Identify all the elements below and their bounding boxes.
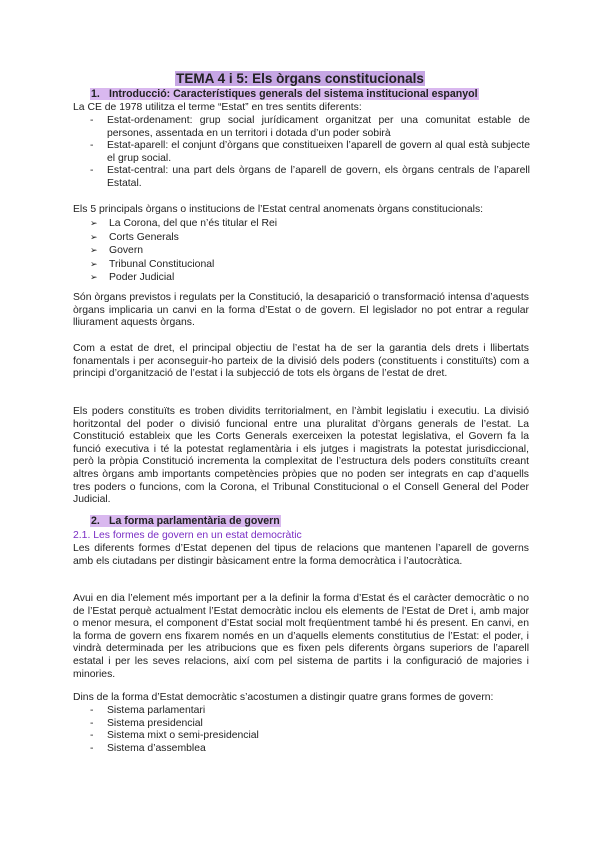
state-senses-list [90,115,530,191]
list-item: - Estat-central: una part dels òrgans de l’aparell de govern, els òrgans centrals de l’aparell Estatal. [90,165,530,190]
organs-intro: Els 5 principals òrgans o institucions de l’Estat central anomenats òrgans constitucionals: [73,204,484,215]
list-item: ➢ Corts Generals [90,231,179,243]
list-item: - Sistema d’assemblea [90,743,530,756]
list-item: ➢ La Corona, del que n’és titular el Rei [90,218,278,229]
arrow-icon: ➢ [90,272,98,283]
arrow-icon: ➢ [90,258,98,269]
list-item: ➢ Poder Judicial [90,272,175,284]
government-forms-list [90,705,530,755]
list-item: - Sistema parlamentari [90,705,530,718]
section-1-intro: La CE de 1978 utilitza el terme “Estat” en tres sentits diferents: [73,102,362,113]
organs-list [90,217,277,285]
paragraph: Les diferents formes d’Estat depenen del tipus de relacions que mantenen l’aparell de governs amb els ciutadans per distingir bàsicament entre la forma democràtica i l’autocràtica. [73,543,529,567]
paragraph: Com a estat de dret, el principal objectiu de l’estat ha de ser la garantia dels drets i llibertats fonamentals i per aconseguir-ho parteix de la divisió dels poders (constituents i constituïts) com a principi d’organització de l’estat i la subjecció de tots els òrgans de l’estat de dret. [73,343,529,380]
arrow-icon: ➢ [90,218,98,228]
section-2-heading: 2. La forma parlamentària de govern [91,515,280,527]
list-item: - Sistema presidencial [90,718,530,731]
list-item: - Sistema mixt o semi-presidencial [90,730,530,743]
list-item: - Estat-ordenament: grup social jurídicament organitzat per una comunitat estable de persones, assentada en un territori i dotada d’un poder sobirà [90,115,530,140]
section-1-heading: 1. Introducció: Característiques generals del sistema institucional espanyol [91,88,478,100]
list-item: ➢ Tribunal Constitucional [90,258,215,270]
section-2-1-heading: 2.1. Les formes de govern en un estat democràtic [73,530,302,541]
paragraph: Els poders constituïts es troben dividits territorialment, en l’àmbit legislatiu i executiu. La divisió horitzontal del poder o divisió funcional entre una pluralitat d’òrgans generals de l’estat. La Constitució estableix que les Corts Generals exerceixen la potestat legislativa, el Govern fa la funció executiva i té la potestat reglamentària i els jutges i magistrats la potestat jurisdiccional, però la pròpia Constitució incrementa la complexitat de l’estructura dels poders constituïts creant altres òrgans amb importants competències pròpies que no poden ser integrats en cap d’aquells tres poders o funcions, com la Corona, el Tribunal Constitucional o el Consell General del Poder Judicial. [73,406,529,506]
paragraph: Avui en dia l’element més important per a la definir la forma d’Estat és el caràcter democràtic o no de l’Estat perquè actualment l’Estat democràtic inclou els elements de l’Estat de Dret i, amb major o menor mesura, el component d’Estat social molt freqüentment també hi és present. En canvi, en la forma de govern ens fixarem només en un d’aquells elements constitutius de l’Estat: el poder, i vindrà determinada per les atribucions que es fixen pels diferents òrgans superiors de l’aparell estatal i per les seves relacions, així com pel sistema de partits i la configuració de majories i minories. [73,593,529,680]
list-item: - Estat-aparell: el conjunt d’òrgans que constitueixen l’aparell de govern al qual està subjecte el grup social. [90,140,530,165]
arrow-icon: ➢ [90,231,98,242]
paragraph: Són òrgans previstos i regulats per la Constitució, la desaparició o transformació intensa d’aquests òrgans implicaria un canvi en la forma d’Estat o de govern. El legislador no pot entrar a regular lliurament aquests òrgans. [73,292,529,329]
list-item: ➢ Govern [90,245,144,257]
arrow-icon: ➢ [90,245,98,256]
page-title: TEMA 4 i 5: Els òrgans constitucionals [176,71,424,86]
paragraph: Dins de la forma d’Estat democràtic s’acostumen a distingir quatre grans formes de govern: [73,692,494,703]
